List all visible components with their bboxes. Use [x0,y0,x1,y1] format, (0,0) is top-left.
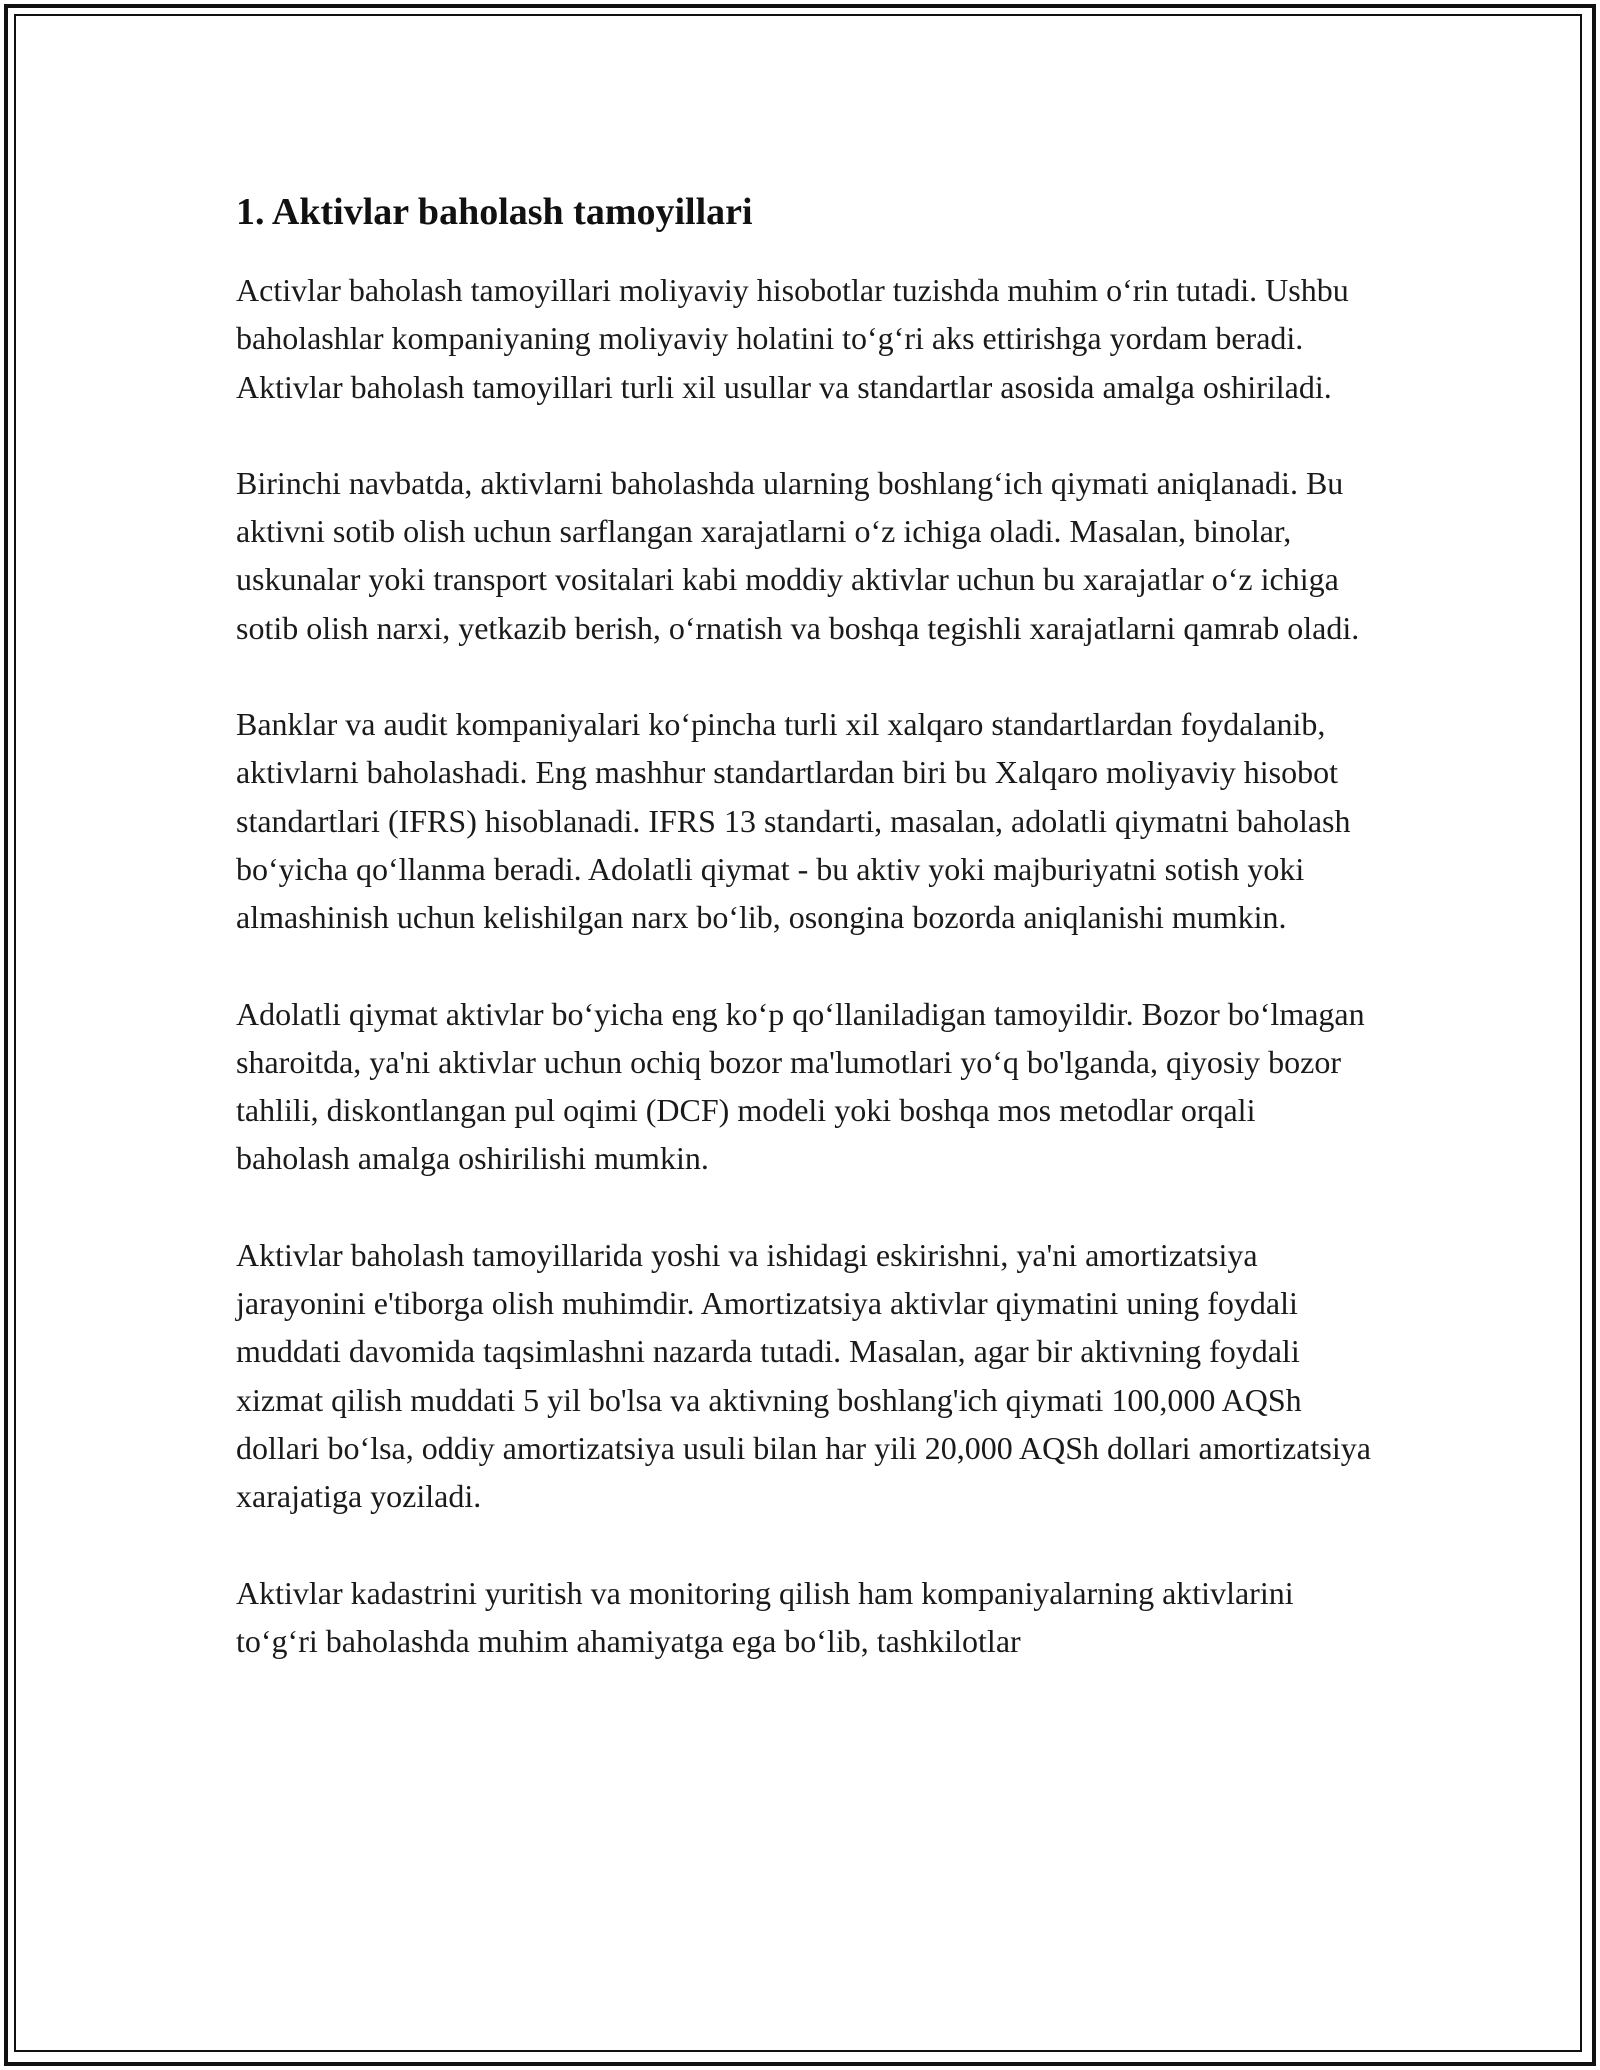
paragraph-1: Activlar baholash tamoyillari moliyaviy hisobotlar tuzishda muhim o‘rin tutadi. Ushbu baholashlar kompaniyaning moliyaviy holatini to‘g‘ri aks ettirishga yordam beradi. Aktivlar baholash tamoyillari turli xil usullar va standartlar asosida amalga oshiriladi. [236,272,1349,405]
paragraph-5: Aktivlar baholash tamoyillarida yoshi va ishidagi eskirishni, ya'ni amortizatsiya jarayonini e'tiborga olish muhimdir. Amortizatsiya aktivlar qiymatini uning foydali muddati davomida taqsimlashni nazarda tutadi. Masalan, agar bir aktivning foydali xizmat qilish muddati 5 yil bo'lsa va aktivning boshlang'ich qiymati 100,000 AQSh dollari bo‘lsa, oddiy amortizatsiya usuli bilan har yili 20,000 AQSh dollari amortizatsiya xarajatiga yoziladi. [236,1236,1371,1515]
paragraph-2: Birinchi navbatda, aktivlarni baholashda ularning boshlang‘ich qiymati aniqlanadi. Bu aktivni sotib olish uchun sarflangan xarajatlarni o‘z ichiga oladi. Masalan, binolar, uskunalar yoki transport vositalari kabi moddiy aktivlar uchun bu xarajatlar o‘z ichiga sotib olish narxi, yetkazib berish, o‘rnatish va boshqa tegishli xarajatlarni qamrab oladi. [236,464,1360,646]
paragraph-6: Aktivlar kadastrini yuritish va monitoring qilish ham kompaniyalarning aktivlarini to‘g‘ri baholashda muhim ahamiyatga ega bo‘lib, tashkilotlar [236,1574,1294,1659]
section-heading: 1. Aktivlar baholash tamoyillari [236,191,753,233]
paragraph-4: Adolatli qiymat aktivlar bo‘yicha eng ko‘p qo‘llaniladigan tamoyildir. Bozor bo‘lmagan sharoitda, ya'ni aktivlar uchun ochiq bozor ma'lumotlari yo‘q bo'lganda, qiyosiy bozor tahlili, diskontlangan pul oqimi (DCF) modeli yoki boshqa mos metodlar orqali baholash amalga oshirilishi mumkin. [236,995,1365,1177]
document-body [236,186,1376,1713]
paragraph-3: Banklar va audit kompaniyalari ko‘pincha turli xil xalqaro standartlardan foydalanib, aktivlarni baholashadi. Eng mashhur standartlardan biri bu Xalqaro moliyaviy hisobot standartlari (IFRS) hisoblanadi. IFRS 13 standarti, masalan, adolatli qiymatni baholash bo‘yicha qo‘llanma beradi. Adolatli qiymat - bu aktiv yoki majburiyatni sotish yoki almashinish uchun kelishilgan narx bo‘lib, osongina bozorda aniqlanishi mumkin. [236,706,1351,936]
